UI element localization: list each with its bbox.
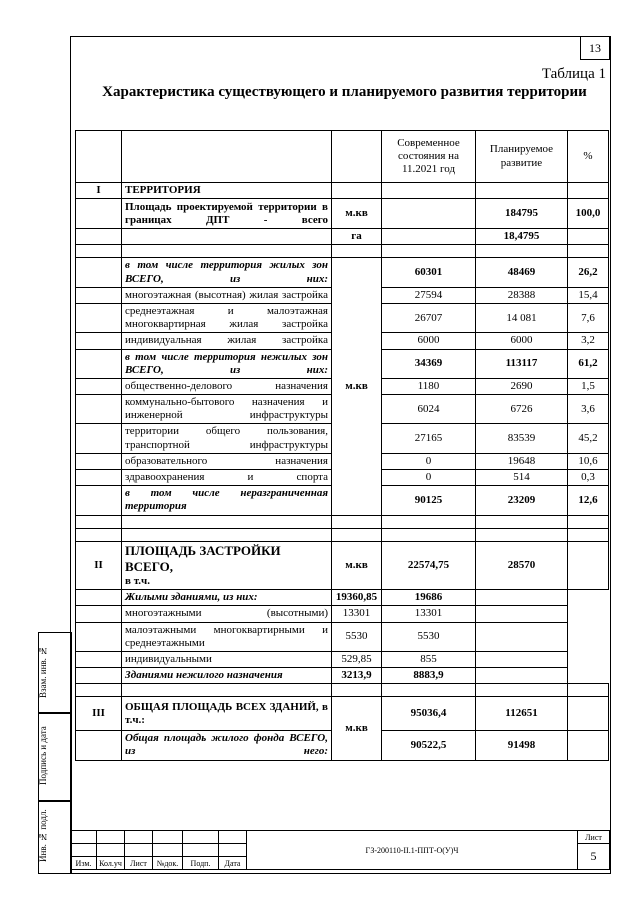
section-number: II [76, 541, 122, 590]
table-row [76, 606, 609, 622]
row-label: здравоохранения и спорта [122, 470, 332, 486]
header-planned: Планируемое развитие [476, 131, 568, 183]
row-label: Зданиями нежилого назначения [122, 668, 332, 684]
value-planned: 855 [382, 651, 476, 667]
side-label-inv-orig: Инв. № подл. [38, 809, 48, 863]
value-percent: 100,0 [568, 199, 609, 229]
row-label: Площадь проектируемой территории в границах ДПТ - всего [122, 199, 332, 229]
stamp-data: Дата [219, 857, 247, 870]
value-planned: 28388 [476, 287, 568, 303]
row-label: Общая площадь жилого фонда ВСЕГО, из него: [122, 731, 332, 760]
value-existing: 90125 [382, 486, 476, 515]
value-existing: 13301 [332, 606, 382, 622]
value-planned: 113117 [476, 349, 568, 378]
unit-cell: га [332, 229, 382, 245]
stamp-ndok: №док. [153, 857, 183, 870]
value-existing: 6024 [382, 395, 476, 424]
table-header-row [76, 131, 609, 183]
value-percent: 45,2 [568, 424, 609, 453]
value-planned: 184795 [476, 199, 568, 229]
stamp-list: Лист [125, 857, 153, 870]
value-existing: 27165 [382, 424, 476, 453]
value-existing: 529,85 [332, 651, 382, 667]
table-caption: Таблица 1 [541, 66, 606, 82]
section-title: ПЛОЩАДЬ ЗАСТРОЙКИ ВСЕГО, [125, 542, 281, 574]
row-label: Жилыми зданиями, из них: [122, 590, 332, 606]
territory-table [75, 130, 609, 761]
value-existing: 1180 [382, 378, 476, 394]
row-label: многоэтажная (высотная) жилая застройка [122, 287, 332, 303]
row-label: малоэтажными многоквартирными и среднеэтажными [122, 622, 332, 651]
section-row [76, 541, 609, 590]
header-existing: Современное состояния на 11.2021 год [382, 131, 476, 183]
value-percent: 15,4 [568, 287, 609, 303]
row-label: территории общего пользования, транспортной инфраструктуры [122, 424, 332, 453]
spacer-row [76, 528, 609, 541]
table-row [76, 590, 609, 606]
section-title: ОБЩАЯ ПЛОЩАДЬ ВСЕХ ЗДАНИЙ, в т.ч.: [122, 697, 332, 731]
value-existing: 22574,75 [382, 541, 476, 590]
table-row [76, 229, 609, 245]
value-percent: 1,5 [568, 378, 609, 394]
value-planned: 14 081 [476, 303, 568, 332]
side-label-inv-ref: Взам. инв. № [38, 645, 48, 699]
value-existing: 0 [382, 470, 476, 486]
value-existing: 27594 [382, 287, 476, 303]
value-existing: 3213,9 [332, 668, 382, 684]
table-row [76, 651, 609, 667]
value-percent: 3,2 [568, 333, 609, 349]
value-percent: 7,6 [568, 303, 609, 332]
row-label: образовательного назначения [122, 453, 332, 469]
spacer-row [76, 684, 609, 697]
value-existing: 0 [382, 453, 476, 469]
value-existing: 19360,85 [332, 590, 382, 606]
spacer-row [76, 245, 609, 258]
value-existing: 6000 [382, 333, 476, 349]
unit-cell: м.кв [332, 258, 382, 515]
row-label: общественно-делового назначения [122, 378, 332, 394]
value-planned: 13301 [382, 606, 476, 622]
section1-rows [76, 258, 609, 515]
section-subtitle: в т.ч. [125, 574, 150, 587]
document-code: ГЗ-200110-II.1-ППТ-О(У)Ч [247, 831, 578, 870]
value-planned: 83539 [476, 424, 568, 453]
value-planned: 18,4795 [476, 229, 568, 245]
unit-cell: м.кв [332, 199, 382, 229]
row-label: в том числе неразграниченная территория [122, 486, 332, 515]
value-planned: 8883,9 [382, 668, 476, 684]
stamp-kol: Кол.уч [97, 857, 125, 870]
value-existing: 90522,5 [382, 731, 476, 760]
value-percent: 3,6 [568, 395, 609, 424]
value-planned: 48469 [476, 258, 568, 287]
value-planned: 23209 [476, 486, 568, 515]
value-planned: 112651 [476, 697, 568, 731]
value-percent: 61,2 [568, 349, 609, 378]
table-row [76, 622, 609, 651]
row-label: коммунально-бытового назначения и инженерной инфраструктуры [122, 395, 332, 424]
sheet-number: 5 [578, 844, 610, 870]
value-percent: 0,3 [568, 470, 609, 486]
value-percent: 10,6 [568, 453, 609, 469]
row-label: среднеэтажная и малоэтажная многоквартирная жилая застройка [122, 303, 332, 332]
section-title-cell [122, 541, 332, 590]
section-number: III [76, 697, 122, 731]
value-planned: 6000 [476, 333, 568, 349]
value-existing: 26707 [382, 303, 476, 332]
spacer-row [76, 515, 609, 528]
value-existing: 34369 [382, 349, 476, 378]
table-row [76, 258, 609, 287]
value-planned: 514 [476, 470, 568, 486]
section2-rows [76, 590, 609, 684]
stamp-podp: Подп. [183, 857, 219, 870]
value-existing: 95036,4 [382, 697, 476, 731]
value-planned: 6726 [476, 395, 568, 424]
value-percent: 26,2 [568, 258, 609, 287]
row-label: многоэтажными (высотными) [122, 606, 332, 622]
value-planned: 19686 [382, 590, 476, 606]
section-title: ТЕРРИТОРИЯ [122, 183, 332, 199]
page-number: 13 [580, 36, 610, 60]
value-planned: 2690 [476, 378, 568, 394]
row-label: индивидуальными [122, 651, 332, 667]
value-existing: 60301 [382, 258, 476, 287]
document-title: Характеристика существующего и планируемого развития территории [102, 84, 587, 100]
table-row [76, 668, 609, 684]
title-block [70, 830, 610, 870]
value-planned: 91498 [476, 731, 568, 760]
section-number: I [76, 183, 122, 199]
row-label: в том числе территория нежилых зон ВСЕГО, из них: [122, 349, 332, 378]
unit-cell: м.кв [332, 541, 382, 590]
sheet-label: Лист [578, 831, 610, 844]
value-existing: 5530 [332, 622, 382, 651]
side-label-sign-date: Подпись и дата [38, 726, 48, 786]
value-planned: 19648 [476, 453, 568, 469]
section-row [76, 697, 609, 731]
stamp-izm: Изм. [71, 857, 97, 870]
value-planned: 5530 [382, 622, 476, 651]
table-row [76, 199, 609, 229]
row-label: индивидуальная жилая застройка [122, 333, 332, 349]
row-label: в том числе территория жилых зон ВСЕГО, из них: [122, 258, 332, 287]
unit-cell: м.кв [332, 697, 382, 760]
value-planned: 28570 [476, 541, 568, 590]
header-percent: % [568, 131, 609, 183]
value-percent: 12,6 [568, 486, 609, 515]
section-row [76, 183, 609, 199]
